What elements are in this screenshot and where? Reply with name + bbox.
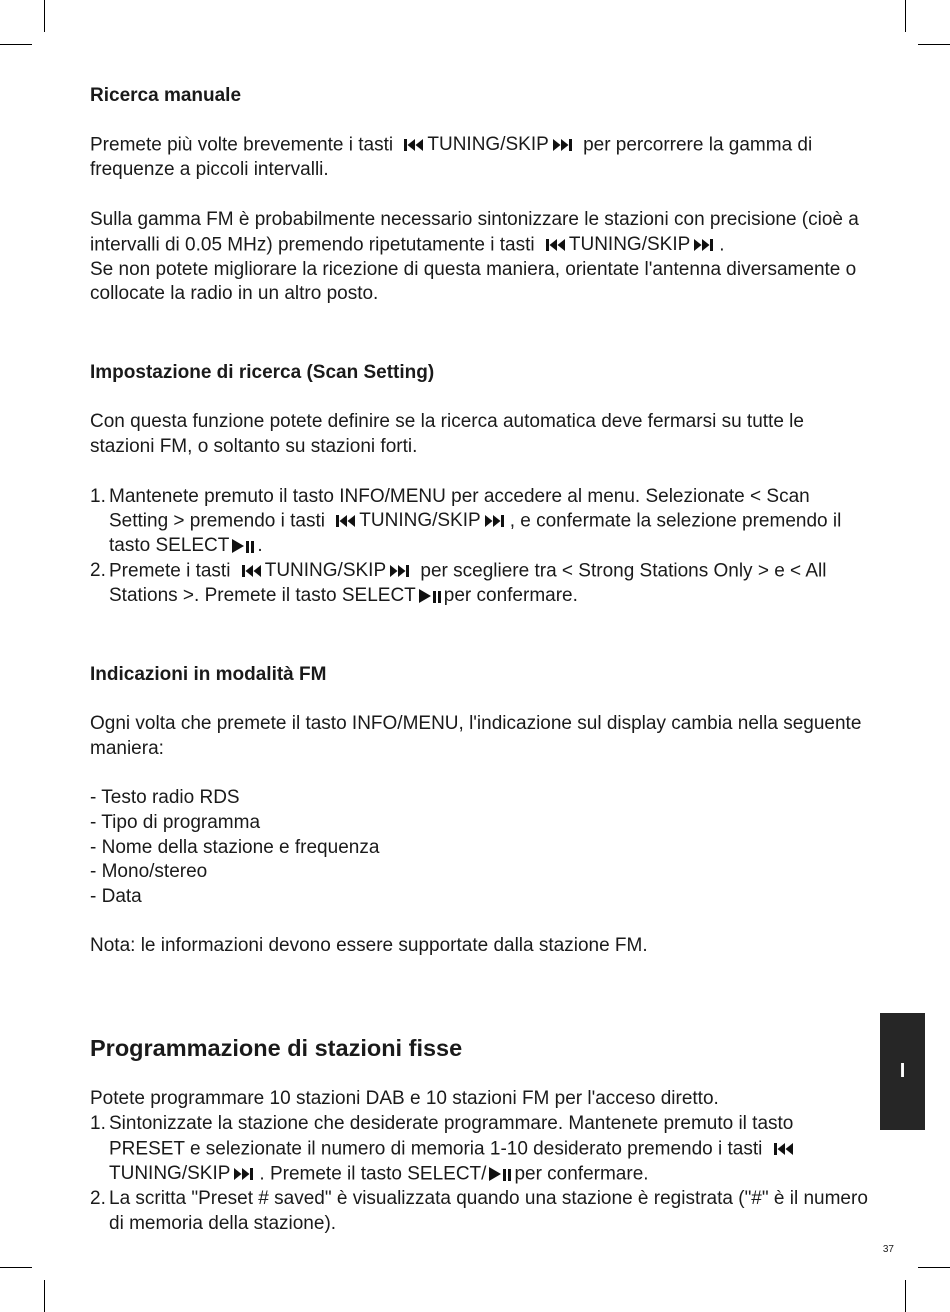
- tuning-skip-label: TUNING/SKIP: [359, 510, 481, 532]
- tuning-skip-control: [333, 510, 506, 531]
- crop-mark: [0, 44, 32, 45]
- play-pause-icon: [489, 1166, 511, 1182]
- tuning-skip-label: TUNING/SKIP: [264, 560, 387, 582]
- list-item: - Testo radio RDS: [90, 787, 240, 809]
- language-tab: I: [880, 1013, 925, 1130]
- paragraph: [90, 133, 870, 183]
- preset-steps: [90, 1112, 870, 1236]
- paragraph: Potete programmare 10 stazioni DAB e 10 stazioni FM per l'acceso diretto.: [90, 1088, 719, 1110]
- manual-page: [90, 84, 870, 1236]
- step-number: 1.: [90, 485, 106, 507]
- crop-mark: [0, 1267, 32, 1268]
- text: Sintonizzate la stazione che desiderate programmare. Mantenete premuto il tasto PRESET e selezionate il numero di memoria 1-10 desiderato premendo i tasti: [109, 1112, 794, 1160]
- play-pause-icon: [419, 588, 441, 604]
- list-item: [90, 1112, 870, 1187]
- text: Premete i tasti: [109, 560, 231, 582]
- list-item: - Data: [90, 886, 142, 908]
- text: per scegliere tra < Strong Stations Only > e < All Stations >. Premete il tasto SELECT: [109, 560, 827, 607]
- skip-back-icon: [546, 238, 566, 252]
- list-item: - Mono/stereo: [90, 861, 208, 883]
- fm-display-list: [90, 786, 870, 910]
- list-item: - Tipo di programma: [90, 811, 261, 833]
- play-pause-icon: [232, 538, 254, 554]
- crop-mark: [905, 1280, 906, 1312]
- text: Sulla gamma FM è probabilmente necessario sintonizzare le stazioni con precisione (cioè a intervalli di 0.05 MHz) premendo ripetutamente i tasti: [90, 208, 859, 255]
- tuning-skip-control: [401, 134, 574, 155]
- skip-back-icon: [242, 564, 262, 578]
- skip-forward-icon: [552, 138, 572, 152]
- section-title-scan-setting: Impostazione di ricerca (Scan Setting): [90, 362, 435, 384]
- step-number: 2.: [90, 560, 106, 582]
- crop-mark: [44, 1280, 45, 1312]
- text: La scritta "Preset # saved" è visualizzata quando una stazione è registrata ("#" è il numero di memoria della stazione).: [109, 1187, 868, 1234]
- page-number: 37: [882, 1244, 894, 1255]
- crop-mark: [918, 1267, 950, 1268]
- list-item: [90, 559, 870, 609]
- skip-forward-icon: [693, 238, 713, 252]
- tuning-skip-label: TUNING/SKIP: [109, 1162, 231, 1184]
- text: , e confermate la selezione premendo il tasto SELECT: [109, 510, 842, 557]
- crop-mark: [918, 44, 950, 45]
- skip-forward-icon: [484, 514, 504, 528]
- step-number: 1.: [90, 1112, 106, 1134]
- paragraph: Con questa funzione potete definire se la ricerca automatica deve fermarsi su tutte le stazioni FM, o soltanto su stazioni forti.: [90, 411, 804, 458]
- note: Nota: le informazioni devono essere supportate dalla stazione FM.: [90, 935, 648, 957]
- text: per percorrere la gamma di frequenze a piccoli intervalli.: [90, 134, 813, 181]
- tuning-skip-label: TUNING/SKIP: [568, 233, 691, 255]
- text: . Premete il tasto SELECT/: [259, 1163, 487, 1185]
- list-item: [90, 485, 870, 559]
- list-item: - Nome della stazione e frequenza: [90, 836, 380, 858]
- tuning-skip-control: [239, 560, 412, 581]
- paragraph: [90, 208, 870, 258]
- skip-back-icon: [774, 1142, 794, 1156]
- text: .: [719, 233, 725, 255]
- paragraph: Se non potete migliorare la ricezione di questa maniera, orientate l'antenna diversamente o collocate la radio in un altro posto.: [90, 258, 857, 305]
- skip-back-icon: [404, 138, 424, 152]
- text: per confermare.: [514, 1163, 649, 1185]
- text: per confermare.: [443, 585, 578, 607]
- section-title-fm-display: Indicazioni in modalità FM: [90, 663, 327, 685]
- crop-mark: [44, 0, 45, 32]
- text: .: [257, 535, 263, 557]
- crop-mark: [905, 0, 906, 32]
- skip-back-icon: [336, 514, 356, 528]
- text: Premete più volte brevemente i tasti: [90, 134, 394, 156]
- scan-setting-steps: [90, 485, 870, 609]
- paragraph: Ogni volta che premete il tasto INFO/MENU, l'indicazione sul display cambia nella seguente maniera:: [90, 713, 862, 759]
- tuning-skip-control: [543, 234, 716, 255]
- skip-forward-icon: [233, 1167, 253, 1181]
- text: Mantenete premuto il tasto INFO/MENU per accedere al menu. Selezionate < Scan Setting > premendo i tasti: [109, 485, 810, 532]
- tuning-skip-label: TUNING/SKIP: [427, 134, 549, 156]
- section-title-presets: Programmazione di stazioni fisse: [90, 1034, 463, 1061]
- list-item: [90, 1187, 870, 1236]
- skip-forward-icon: [389, 564, 409, 578]
- step-number: 2.: [90, 1187, 106, 1209]
- section-title-manual-search: Ricerca manuale: [90, 85, 242, 106]
